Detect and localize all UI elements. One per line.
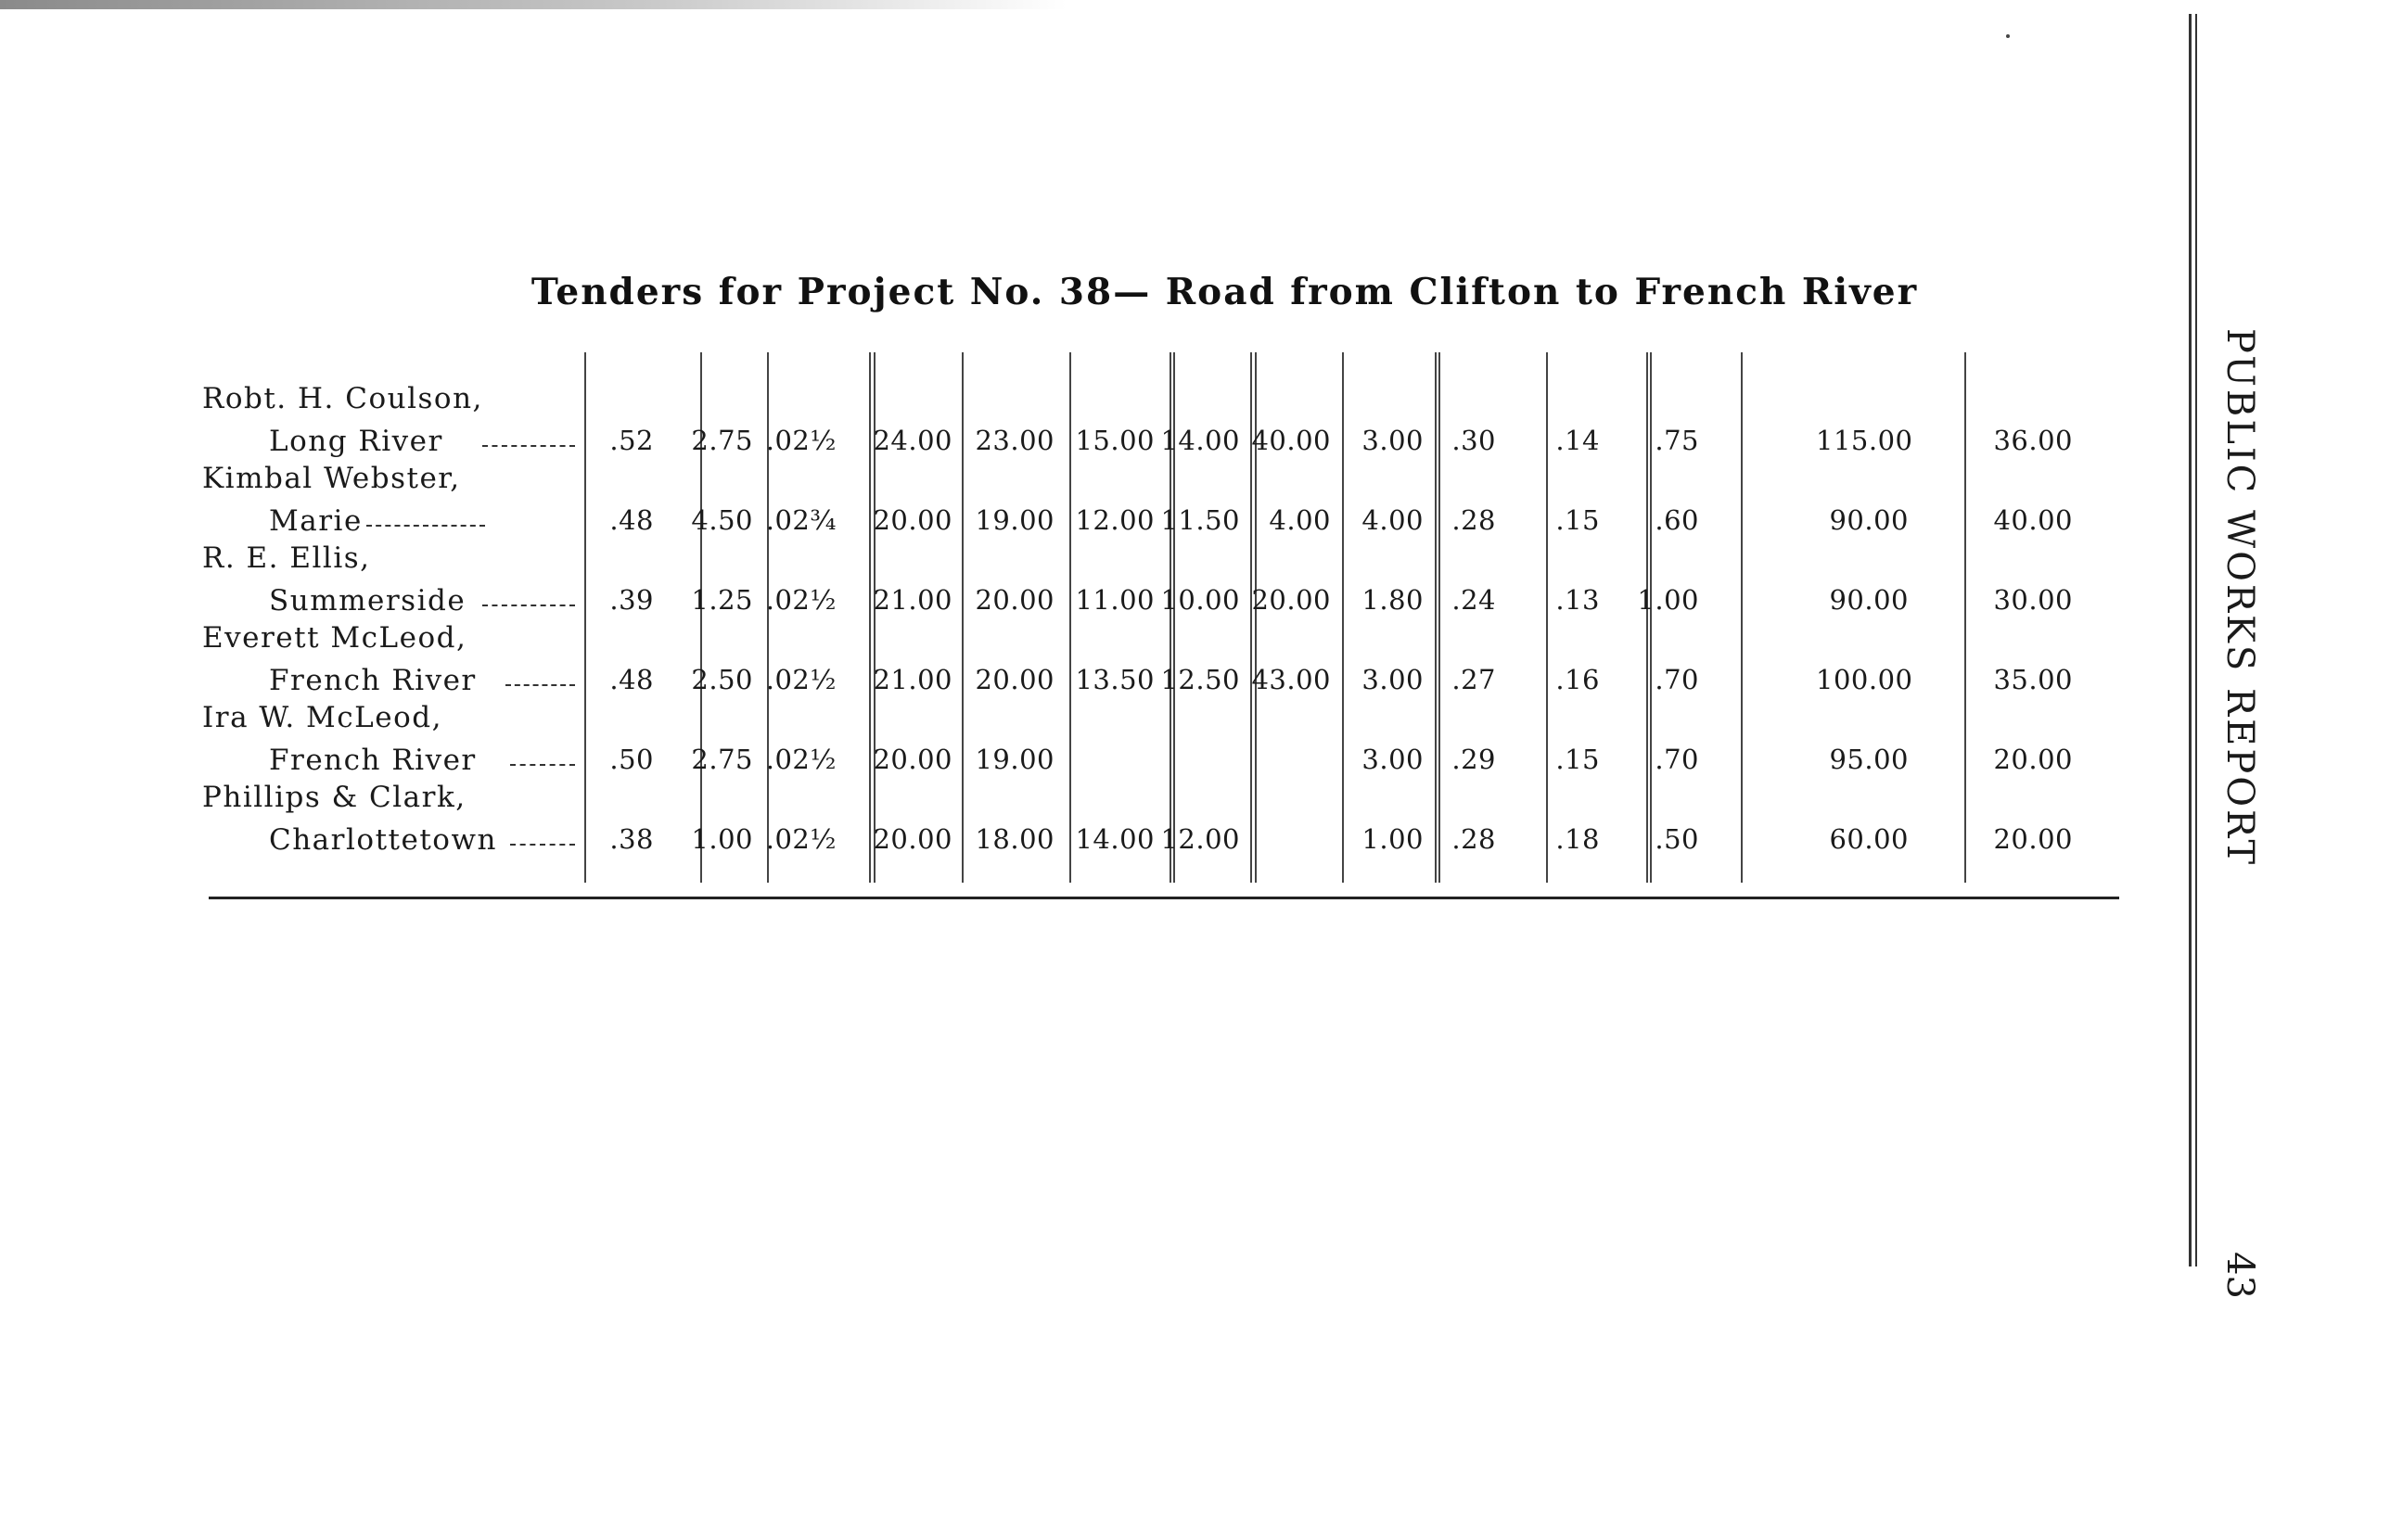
tender-value-cell: 3.00: [1361, 425, 1424, 456]
tender-table: [199, 352, 2119, 899]
tender-value-cell: .60: [1655, 504, 1699, 536]
tender-value-cell: .48: [609, 664, 654, 695]
tender-value-cell: 1.00: [1637, 584, 1699, 616]
tender-value-cell: .18: [1555, 823, 1600, 855]
tender-value-cell: 2.50: [691, 664, 753, 695]
table-row: [199, 592, 2119, 697]
tender-value-cell: 21.00: [873, 584, 952, 616]
tender-value-cell: .52: [609, 425, 654, 456]
tender-value-cell: .16: [1555, 664, 1600, 695]
tender-value-cell: 20.00: [1993, 744, 2073, 775]
tender-value-cell: 3.00: [1361, 744, 1424, 775]
tender-value-cell: 13.50: [1075, 664, 1155, 695]
margin-rule-inner: [2195, 14, 2197, 1266]
table-row: [199, 432, 2119, 538]
tender-value-cell: 1.00: [1361, 823, 1424, 855]
tender-value-cell: 20.00: [873, 744, 952, 775]
tender-value-cell: 20.00: [975, 584, 1055, 616]
tender-value-cell: 19.00: [975, 504, 1055, 536]
tender-value-cell: .28: [1451, 504, 1496, 536]
tender-value-cell: 2.75: [691, 744, 753, 775]
tender-value-cell: 12.00: [1075, 504, 1155, 536]
tender-value-cell: 11.50: [1160, 504, 1240, 536]
tender-value-cell: 60.00: [1829, 823, 1909, 855]
tender-value-cell: .30: [1451, 425, 1496, 456]
tender-value-cell: .70: [1655, 744, 1699, 775]
tenderer-place: Long River: [269, 425, 443, 458]
tender-value-cell: 35.00: [1993, 664, 2073, 695]
tender-value-cell: 20.00: [873, 823, 952, 855]
tenderer-place: Charlottetown: [269, 823, 497, 857]
tenderer-place: French River: [269, 744, 477, 777]
page-number: [2207, 1233, 2272, 1317]
tender-value-cell: 10.00: [1160, 584, 1240, 616]
table-row: [199, 512, 2119, 617]
tender-value-cell: .27: [1451, 664, 1496, 695]
tender-value-cell: .48: [609, 504, 654, 536]
tender-value-cell: .28: [1451, 823, 1496, 855]
tender-value-cell: .29: [1451, 744, 1496, 775]
tender-value-cell: .13: [1555, 584, 1600, 616]
tender-value-cell: 4.00: [1361, 504, 1424, 536]
tender-value-cell: 24.00: [873, 425, 952, 456]
tender-value-cell: .02½: [765, 584, 837, 616]
tender-value-cell: .38: [609, 823, 654, 855]
tender-value-cell: 4.00: [1269, 504, 1331, 536]
tender-value-cell: 115.00: [1816, 425, 1913, 456]
table-row: [199, 751, 2119, 857]
tender-value-cell: 12.50: [1160, 664, 1240, 695]
scan-edge-shadow: [0, 0, 1067, 9]
tender-value-cell: 11.00: [1075, 584, 1155, 616]
tenderer-name: Robt. H. Coulson,: [202, 382, 483, 415]
tender-value-cell: .02½: [765, 664, 837, 695]
tender-value-cell: .15: [1555, 504, 1600, 536]
tender-value-cell: 12.00: [1160, 823, 1240, 855]
tender-value-cell: 1.00: [691, 823, 753, 855]
tender-value-cell: 1.80: [1361, 584, 1424, 616]
running-head: [2189, 325, 2291, 872]
tender-value-cell: 19.00: [975, 744, 1055, 775]
tender-value-cell: .02½: [765, 823, 837, 855]
tender-value-cell: .75: [1655, 425, 1699, 456]
tender-value-cell: .02¾: [765, 504, 837, 536]
tender-value-cell: 18.00: [975, 823, 1055, 855]
tender-value-cell: .39: [609, 584, 654, 616]
tender-value-cell: 20.00: [1251, 584, 1331, 616]
tenderer-place: French River: [269, 664, 477, 697]
tender-value-cell: 14.00: [1075, 823, 1155, 855]
tender-value-cell: 20.00: [873, 504, 952, 536]
table-row: [199, 671, 2119, 777]
tenderer-name: Everett McLeod,: [202, 621, 467, 655]
tender-value-cell: .70: [1655, 664, 1699, 695]
tender-value-cell: 30.00: [1993, 584, 2073, 616]
tenderer-place: Summerside: [269, 584, 467, 617]
tenderer-name: R. E. Ellis,: [202, 541, 371, 575]
tender-value-cell: .15: [1555, 744, 1600, 775]
tender-value-cell: 23.00: [975, 425, 1055, 456]
tender-value-cell: 1.25: [691, 584, 753, 616]
tender-value-cell: .24: [1451, 584, 1496, 616]
tender-value-cell: 15.00: [1075, 425, 1155, 456]
tender-value-cell: 2.75: [691, 425, 753, 456]
tender-value-cell: .02½: [765, 744, 837, 775]
tender-value-cell: 40.00: [1993, 504, 2073, 536]
tender-value-cell: 14.00: [1160, 425, 1240, 456]
tenderer-name: Ira W. McLeod,: [202, 701, 442, 734]
tender-value-cell: 43.00: [1251, 664, 1331, 695]
tender-value-cell: 21.00: [873, 664, 952, 695]
tender-value-cell: .50: [1655, 823, 1699, 855]
running-head-text: PUBLIC WORKS REPORT: [2218, 328, 2261, 868]
tender-value-cell: .02½: [765, 425, 837, 456]
tender-value-cell: 20.00: [1993, 823, 2073, 855]
tender-value-cell: 95.00: [1829, 744, 1909, 775]
tender-value-cell: .50: [609, 744, 654, 775]
scan-speck: [2006, 34, 2010, 38]
tender-value-cell: .14: [1555, 425, 1600, 456]
table-row: [199, 352, 2119, 458]
tender-value-cell: 100.00: [1816, 664, 1913, 695]
page-title: Tenders for Project No. 38— Road from Clifton to French River: [530, 271, 1919, 313]
tender-value-cell: 90.00: [1829, 504, 1909, 536]
tenderer-name: Phillips & Clark,: [202, 781, 467, 814]
tender-value-cell: 4.50: [691, 504, 753, 536]
tender-value-cell: [1238, 823, 1331, 857]
tender-value-cell: 36.00: [1993, 425, 2073, 456]
tender-value-cell: 3.00: [1361, 664, 1424, 695]
tender-value-cell: 20.00: [975, 664, 1055, 695]
page-number-text: 43: [2218, 1251, 2261, 1299]
tenderer-name: Kimbal Webster,: [202, 462, 461, 495]
tender-value-cell: 90.00: [1829, 584, 1909, 616]
tenderer-place: Marie: [269, 504, 363, 538]
tender-value-cell: 40.00: [1251, 425, 1331, 456]
table-bottom-rule: [209, 897, 2119, 899]
margin-rule-outer: [2189, 14, 2192, 1266]
